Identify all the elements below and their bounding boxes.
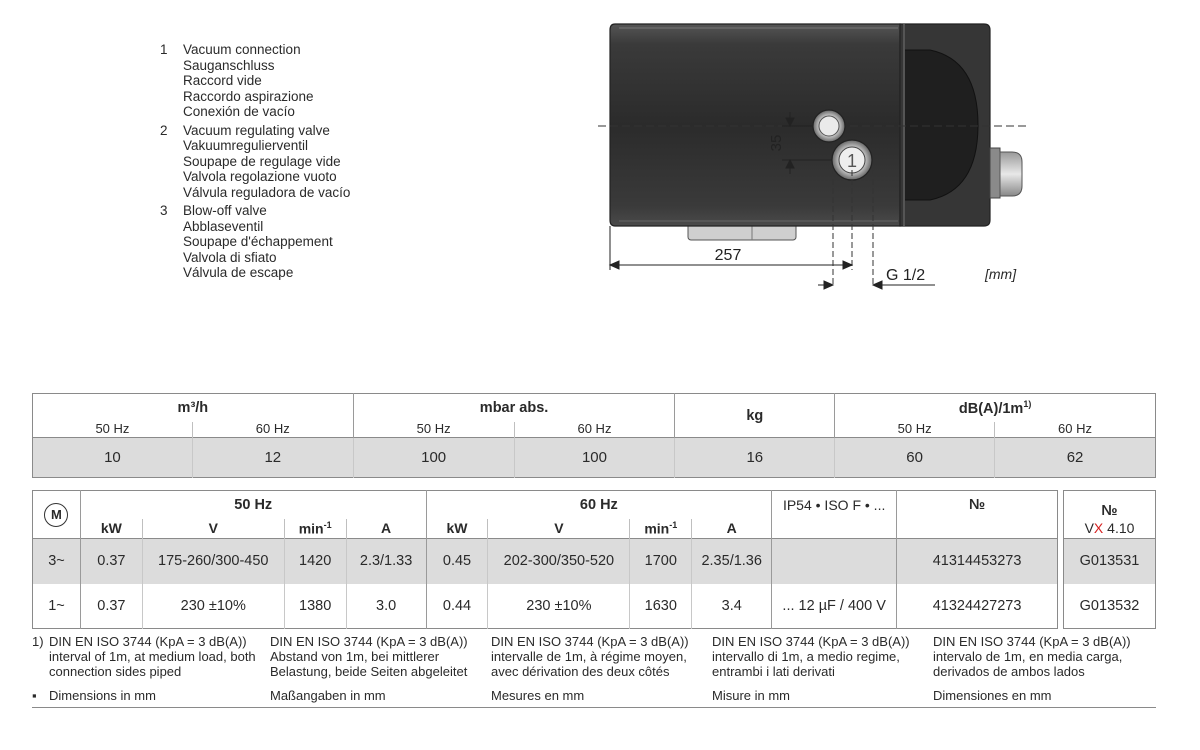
- hz-50: 50 Hz: [353, 422, 514, 438]
- legend-line: Valvola regolazione vuoto: [183, 169, 337, 184]
- footnote-line: entrambi i lati derivati: [712, 664, 835, 679]
- variant-code-prefix: V: [1084, 520, 1094, 537]
- col-min-sup: -1: [323, 519, 332, 530]
- footnote-en: [32, 634, 270, 679]
- protection-class: IP54 • ISO F • ...: [772, 491, 897, 539]
- kw-50: 0.37: [80, 584, 142, 629]
- legend-number: 2: [160, 122, 168, 138]
- variant-header: №: [1101, 502, 1118, 519]
- a-50: 2.3/1.33: [346, 539, 426, 584]
- legend-line: Conexión de vacío: [183, 104, 295, 119]
- value-pressure-50: 100: [353, 438, 514, 478]
- legend-line: Abblaseventil: [183, 218, 264, 234]
- footnote-marker: 1): [32, 634, 44, 649]
- footnote-line: DIN EN ISO 3744 (KpA = 3 dB(A)): [933, 634, 1131, 649]
- variant-code-red: X: [1093, 520, 1104, 537]
- footnotes: [32, 634, 1156, 679]
- kw-60: 0.45: [426, 539, 488, 584]
- value-flow-60: 12: [192, 438, 353, 478]
- table-row: [33, 584, 1058, 629]
- hz-60: 60 Hz: [514, 422, 675, 438]
- connector-nozzle: [990, 148, 1022, 198]
- value-pressure-60: 100: [514, 438, 675, 478]
- col-a: A: [692, 519, 772, 539]
- capacitor: [772, 539, 897, 584]
- legend-line: Soupape d'échappement: [183, 234, 333, 249]
- part-number: 41324427273: [897, 584, 1058, 629]
- performance-table: [32, 393, 1156, 478]
- footnote-line: intervalle de 1m, à régime moyen,: [491, 649, 687, 664]
- header-flow: m³/h: [177, 399, 209, 416]
- footnote-de: [270, 634, 491, 679]
- min-50: 1420: [284, 539, 346, 584]
- legend-line: Valvola di sfiato: [183, 249, 277, 265]
- value-weight: 16: [675, 438, 835, 478]
- table-row: [33, 539, 1058, 584]
- bottom-divider: [32, 707, 1156, 708]
- dims-en: Dimensions in mm: [49, 688, 156, 703]
- a-60: 2.35/1.36: [692, 539, 772, 584]
- footnote-es: [933, 634, 1154, 679]
- technical-drawing: [0, 0, 1200, 300]
- dims-de: Maßangaben in mm: [270, 688, 386, 703]
- a-50: 3.0: [346, 584, 426, 629]
- v-60: 202-300/350-520: [488, 539, 630, 584]
- min-50: 1380: [284, 584, 346, 629]
- header-pressure: mbar abs.: [353, 394, 675, 422]
- footnote-line: connection sides piped: [49, 664, 182, 679]
- number-header: №: [897, 491, 1058, 539]
- dims-es: Dimensiones en mm: [933, 688, 1052, 703]
- legend-number: 3: [160, 203, 168, 218]
- legend-line: Vakuumregulierventil: [183, 138, 309, 153]
- hz-50: 50 Hz: [835, 422, 995, 438]
- footnote-fr: [491, 634, 712, 679]
- footnote-it: [712, 634, 933, 679]
- col-min: [630, 519, 692, 539]
- kw-60: 0.44: [426, 584, 488, 629]
- legend-line: Raccordo aspirazione: [183, 88, 314, 104]
- footnote-line: derivados de ambos lados: [933, 664, 1085, 679]
- thread-label: G 1/2: [886, 267, 926, 284]
- value-noise-50: 60: [835, 438, 995, 478]
- group-60hz: 60 Hz: [426, 491, 772, 519]
- footnote-ref: 1): [1023, 398, 1032, 409]
- part-number: 41314453273: [897, 539, 1058, 584]
- min-60: 1630: [630, 584, 692, 629]
- col-kw: kW: [426, 519, 488, 539]
- min-60: 1700: [630, 539, 692, 584]
- phase: 1~: [48, 597, 65, 614]
- v-50: 175-260/300-450: [142, 539, 284, 584]
- footnote-line: intervallo di 1m, a medio regime,: [712, 649, 900, 664]
- dims-fr: Mesures en mm: [491, 688, 585, 703]
- col-min-sup: -1: [669, 519, 678, 530]
- legend-line: Vacuum regulating valve: [183, 122, 330, 138]
- legend-line: Sauganschluss: [183, 57, 275, 73]
- col-a: A: [346, 519, 426, 539]
- col-v: V: [488, 519, 630, 539]
- legend-line: Raccord vide: [183, 73, 262, 88]
- pump-body: [610, 24, 900, 226]
- variant-number: G013531: [1064, 539, 1156, 584]
- footnote-line: avec dérivation des deux côtés: [491, 664, 670, 679]
- variant-code: [1064, 519, 1156, 539]
- units-label: [mm]: [985, 266, 1017, 282]
- capacitor: ... 12 µF / 400 V: [772, 584, 897, 629]
- footnote-line: intervalo de 1m, en media carga,: [933, 649, 1123, 664]
- dimension-35-label: 35: [768, 134, 785, 152]
- header-weight: kg: [675, 394, 835, 438]
- table-row: [1064, 584, 1156, 629]
- footnote-line: Abstand von 1m, bei mittlerer: [270, 649, 440, 664]
- variant-number: G013532: [1079, 597, 1140, 614]
- variant-code-suffix: 4.10: [1103, 520, 1135, 537]
- table-row: [1064, 539, 1156, 584]
- a-60: 3.4: [692, 584, 772, 629]
- motor-hood: [900, 24, 990, 226]
- legend-number: 1: [160, 42, 168, 57]
- v-50: 230 ±10%: [142, 584, 284, 629]
- col-min-label: min: [298, 520, 324, 537]
- motor-icon: M: [44, 503, 68, 527]
- col-min-label: min: [644, 520, 670, 537]
- footnote-line: interval of 1m, at medium load, both: [49, 649, 256, 664]
- upper-port: [813, 110, 845, 142]
- col-v: V: [142, 519, 284, 539]
- footnote-line: DIN EN ISO 3744 (KpA = 3 dB(A)): [49, 634, 247, 649]
- legend-line: Vacuum connection: [183, 42, 301, 57]
- col-min: [284, 519, 346, 539]
- port-label: 1: [846, 151, 858, 171]
- legend-line: Válvula de escape: [183, 265, 294, 280]
- motor-cell: [33, 491, 81, 539]
- footnote-line: DIN EN ISO 3744 (KpA = 3 dB(A)): [270, 634, 468, 649]
- legend-line: Blow-off valve: [183, 203, 267, 218]
- legend-line: Válvula reguladora de vacío: [183, 184, 351, 200]
- header-noise: [835, 394, 1156, 422]
- kw-50: 0.37: [80, 539, 142, 584]
- footnote-line: DIN EN ISO 3744 (KpA = 3 dB(A)): [712, 634, 910, 649]
- v-60: 230 ±10%: [488, 584, 630, 629]
- hz-60: 60 Hz: [192, 422, 353, 438]
- footnote-line: DIN EN ISO 3744 (KpA = 3 dB(A)): [491, 634, 689, 649]
- dims-it: Misure in mm: [712, 688, 791, 703]
- header-noise-label: dB(A)/1m: [958, 400, 1024, 417]
- group-50hz: 50 Hz: [80, 491, 426, 519]
- hz-50: 50 Hz: [95, 421, 130, 437]
- value-noise-60: 62: [995, 438, 1156, 478]
- phase: 3~: [33, 539, 81, 584]
- col-kw: kW: [80, 519, 142, 539]
- legend-line: Soupape de regulage vide: [183, 153, 341, 169]
- value-flow-50: 10: [33, 438, 193, 478]
- motor-table: [32, 490, 1058, 629]
- variant-table: [1063, 490, 1156, 629]
- footnote-line: Belastung, beide Seiten abgeleitet: [270, 664, 468, 679]
- hz-60: 60 Hz: [995, 422, 1156, 438]
- dims-marker: ▪: [32, 688, 37, 703]
- dimension-257-label: 257: [714, 247, 742, 264]
